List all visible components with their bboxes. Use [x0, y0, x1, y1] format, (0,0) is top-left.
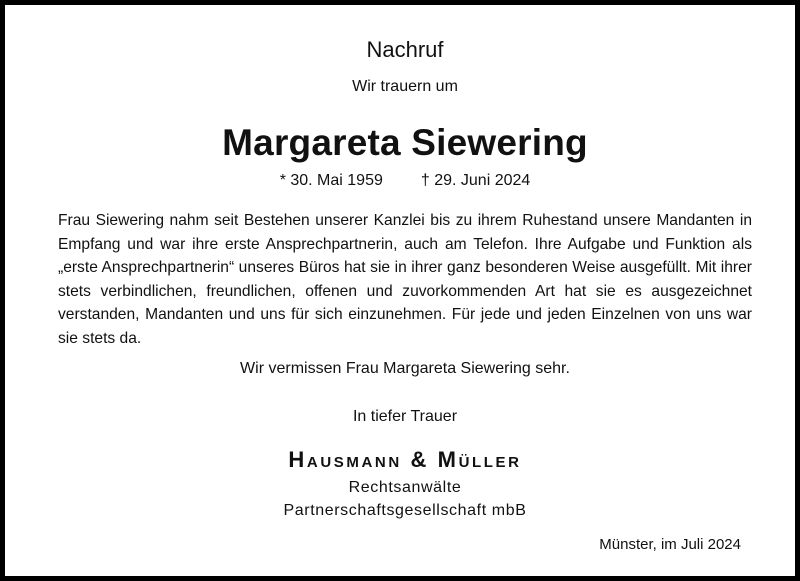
notice-heading: Nachruf [366, 37, 444, 62]
obituary-body [58, 209, 752, 351]
birth-date: * 30. Mai 1959 [279, 172, 383, 189]
life-dates [5, 170, 800, 192]
closing-line: Wir vermissen Frau Margareta Siewering sehr. [240, 360, 570, 377]
obituary-paragraph: Frau Siewering nahm seit Bestehen unserer Kanzlei bis zu ihrem Ruhestand unsere Mandanten in Empfang und war ihre erste Ansprechpartnerin, auch am Telefon. Ihre Aufgabe und Funktion als „erste Ansprechpartnerin“ unseres Büros hat sie in ihrer ganz besonderen Weise ausgefüllt. Mit ihrer stets verbindlichen, freundlichen, offenen und zuvorkommenden Art hat sie es ausgezeichnet verstanden, Mandanten und uns für sich einzunehmen. Für jede und jeden Einzelnen von uns war sie stets da. [58, 212, 752, 347]
firm-name: Hausmann & Müller [288, 447, 522, 472]
firm-legal-form: Partnerschaftsgesellschaft mbB [283, 502, 527, 519]
place-and-date: Münster, im Juli 2024 [599, 536, 741, 553]
firm-type: Rechtsanwälte [348, 479, 462, 496]
death-date: † 29. Juni 2024 [420, 172, 531, 189]
deceased-name: Margareta Siewering [222, 122, 588, 163]
mourning-line: In tiefer Trauer [352, 408, 458, 425]
intro-text: Wir trauern um [352, 78, 458, 95]
